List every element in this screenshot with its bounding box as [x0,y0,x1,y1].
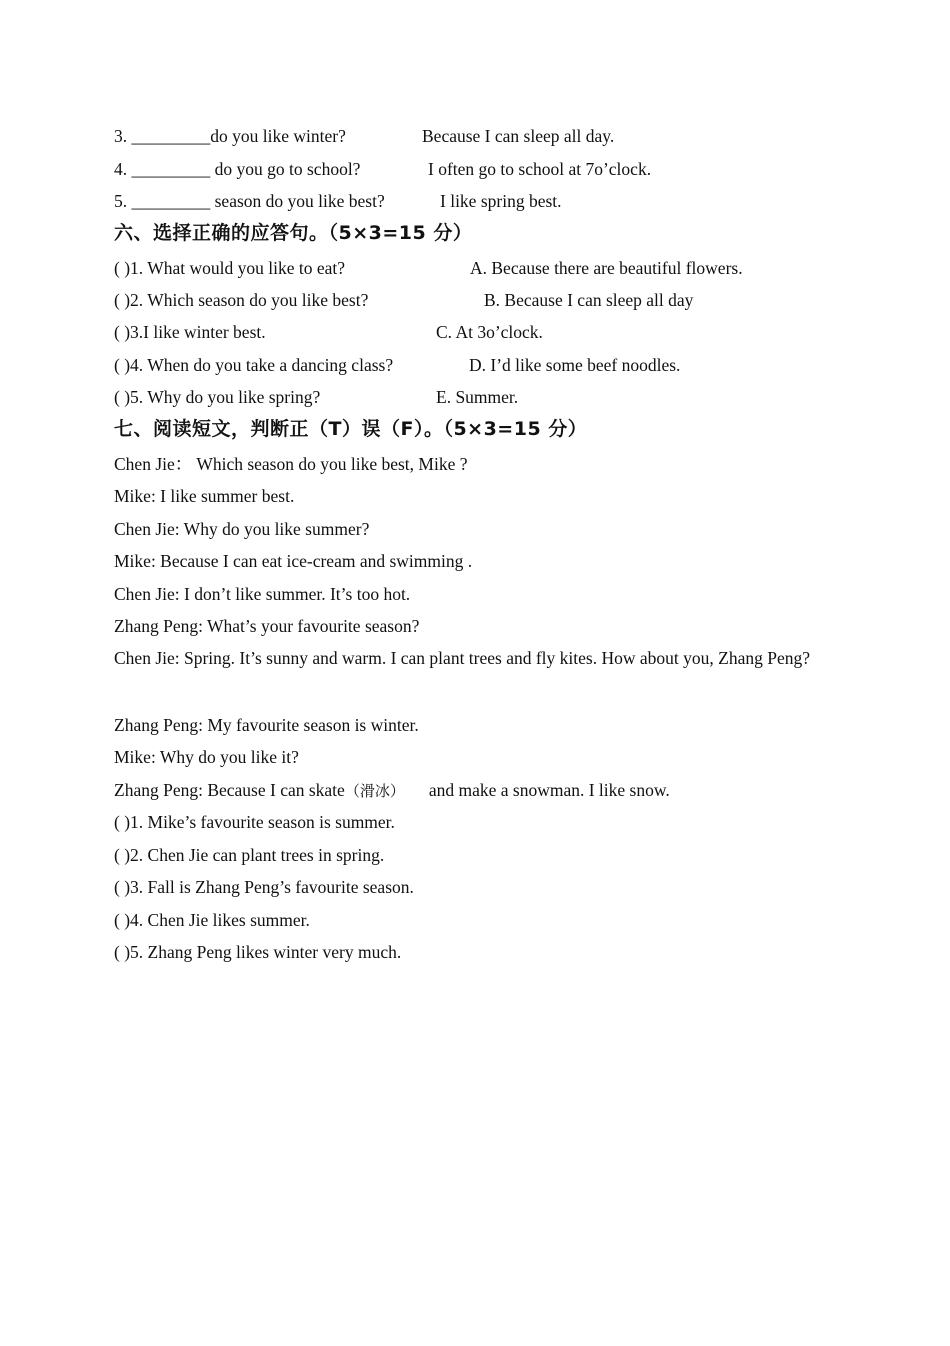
dialogue-line: Mike: Because I can eat ice-cream and swimming . [114,551,473,571]
matching-answer: C. At 3o’clock. [436,322,543,342]
dialogue-line: Mike: Why do you like it? [114,747,299,767]
matching-question: ( )4. When do you take a dancing class? [114,355,394,375]
dialogue-line: Chen Jie: Why do you like summer? [114,519,370,539]
fill-blank-question: 3. _________do you like winter? [114,126,346,146]
dialogue-text: Zhang Peng: Because I can skate [114,780,345,800]
fill-blank-question: 5. _________ season do you like best? [114,191,385,211]
fill-blank-answer: I often go to school at 7o’clock. [428,159,652,179]
matching-answer: E. Summer. [436,387,519,407]
judgement-item: ( )1. Mike’s favourite season is summer. [114,812,395,832]
dialogue-line: Chen Jie： Which season do you like best, Mike ? [114,454,468,474]
judgement-item: ( )2. Chen Jie can plant trees in spring. [114,845,385,865]
fill-blank-question: 4. _________ do you go to school? [114,159,361,179]
matching-answer: A. Because there are beautiful flowers. [470,258,743,278]
section-7-heading: 七、阅读短文，判断正（T）误（F）。（5×3=15 分） [114,418,588,440]
chinese-note: （滑冰） [344,782,405,800]
matching-question: ( )2. Which season do you like best? [114,290,369,310]
judgement-item: ( )3. Fall is Zhang Peng’s favourite season. [114,877,414,897]
dialogue-line: Zhang Peng: My favourite season is winter. [114,715,419,735]
matching-question: ( )5. Why do you like spring? [114,387,321,407]
dialogue-line [114,779,670,802]
dialogue-line: Mike: I like summer best. [114,486,295,506]
dialogue-line: Chen Jie: Spring. It’s sunny and warm. I can plant trees and fly kites. How about you, Zhang Peng? [114,648,810,668]
matching-question: ( )3.I like winter best. [114,322,266,342]
dialogue-text: and make a snowman. I like snow. [428,780,670,800]
section-6-heading: 六、选择正确的应答句。（5×3=15 分） [114,222,473,244]
judgement-item: ( )5. Zhang Peng likes winter very much. [114,942,402,962]
judgement-item: ( )4. Chen Jie likes summer. [114,910,310,930]
matching-question: ( )1. What would you like to eat? [114,258,346,278]
fill-blank-answer: Because I can sleep all day. [422,126,615,146]
matching-answer: B. Because I can sleep all day [484,290,694,310]
fill-blank-answer: I like spring best. [440,191,562,211]
dialogue-line: Chen Jie: I don’t like summer. It’s too hot. [114,584,411,604]
matching-answer: D. I’d like some beef noodles. [469,355,681,375]
dialogue-line: Zhang Peng: What’s your favourite season? [114,616,420,636]
